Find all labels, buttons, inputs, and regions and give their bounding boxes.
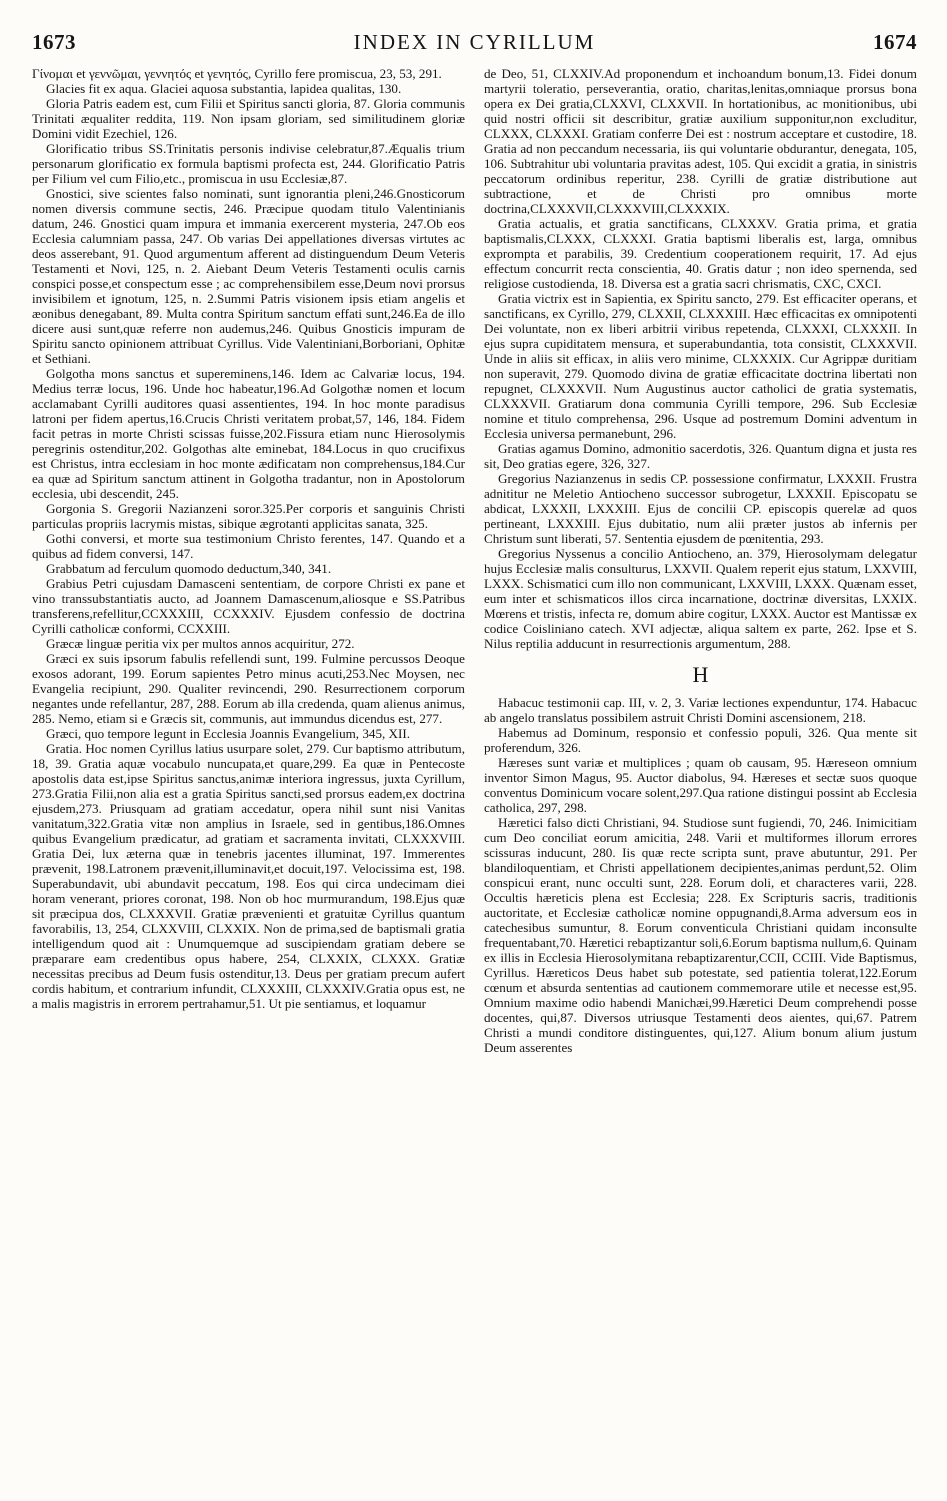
index-entry: Gratia victrix est in Sapientia, ex Spiritu sancto, 279. Est efficaciter operans, et sanctificans, ex Cyrillo, 279, CLXXII, CLXXXIII. Hæc efficacitas ex omnipotenti Dei voluntate, non ex liberi arbitrii viribus repetenda, CLXXXI, CLXXXII. In ejus supra cupiditatem mensura, et superabundantia, tota consistit, CLXXXVII. Unde in aliis sit efficax, in aliis vero minime, CLXXXIX. Cur Agrippæ duritiam non superavit, 279. Quomodo divina de gratiæ efficacitate doctrina libertati non repugnet, CLXXXVII. Num Augustinus auctor catholici de gratia systematis, CLXXXVII. Gratiarum dona communia Cyrilli tempore, 296. Sub Ecclesiæ nomine et titulo comprehensa, 296. Usque ad postremum Domini adventum in Ecclesia universa permanebunt, 296.	[484, 291, 917, 441]
right-column-h-entries	[484, 695, 917, 1055]
left-column	[32, 66, 465, 1055]
page-number-right: 1674	[873, 30, 917, 54]
right-column-g-entries	[484, 66, 917, 651]
index-entry: Gregorius Nyssenus a concilio Antiocheno, an. 379, Hierosolymam delegatur hujus Ecclesiæ malis consulturus, LXXVII. Qualem reperit ejus statum, LXXVIII, LXXX. Schismatici cum illo non communicant, LXXVIII, LXXX. Quænam esset, eum inter et schismaticos illos circa incarnatione, doctrinæ diversitas, LXXIX. Mœrens et tristis, infecta re, domum abire cogitur, LXXX. Auctor est Mantissæ ex codice Coisliniano catech. XVI adjectæ, aliqua saltem ex parte, 262. Ipse et S. Nilus reptilia adducunt in resurrectionis argumentum, 288.	[484, 546, 917, 651]
right-column	[484, 66, 917, 1055]
index-entry: Gratias agamus Domino, admonitio sacerdotis, 326. Quantum digna et justa res sit, Deo gratias egere, 326, 327.	[484, 441, 917, 471]
index-entry: Gloria Patris eadem est, cum Filii et Spiritus sancti gloria, 87. Gloria communis Trinitati æqualiter redditа, 119. Non ipsam gloriam, sed similitudinem gloriæ Domini vidit Ezechiel, 126.	[32, 96, 465, 141]
index-entry: Gratia actualis, et gratia sanctificans, CLXXXV. Gratia prima, et gratia baptismalis,CLXXX, CLXXXI. Gratia baptismi liberalis est, larga, omnibus exprompta et parabilis, 39. Credentium cooperationem requirit, 17. Ad ejus effectum concurrit recta conscientia, 40. Gratis datur ; non ideo spernenda, sed religiose custodienda, 18. Diversa est a gratia sacri chrismatis, CXC, CXCI.	[484, 216, 917, 291]
index-entry: Habacuc testimonii cap. III, v. 2, 3. Variæ lectiones expenduntur, 174. Habacuc ab angelo translatus possibilem astruit Christi Domini ascensionem, 218.	[484, 695, 917, 725]
index-entry: Grabbatum ad ferculum quomodo deductum,340, 341.	[46, 561, 332, 576]
index-entry: de Deo, 51, CLXXIV.Ad proponendum et inchoandum bonum,13. Fidei donum martyrii toleratio, perseverantia, oratio, charitas,lenitas,omniaque prorsus bona opera ex Dei gratia,CLXXVI, CLXXVII. In hortationibus, ac monitionibus, ubi quid nostri officii sit describitur, gratiæ auxilium supponitur,non excluditur, CLXXX, CLXXXI. Gratiam conferre Dei est : nostrum acceptare et custodire, 18. Gratia ad non peccandum necessaria, iis qui voluntarie obdurantur, denegata, 105, 106. Subtrahitur ubi voluntaria pravitas adest, 105. Qui excidit a gratia, in sinistris peccatorum ordinibus reperitur, 238. Cyrilli de gratiæ distributione aut subtractione, et de Christi pro omnibus morte doctrina,CLXXXVII,CLXXXVIII,CLXXXIX.	[484, 66, 917, 216]
index-entry: Habemus ad Dominum, responsio et confessio populi, 326. Qua mente sit proferendum, 326.	[484, 725, 917, 755]
index-entry: Gregorius Nazianzenus in sedis CP. possessione confirmatur, LXXXII. Frustra adnititur ne Meletio Antiocheno successor subrogetur, LXXXII. Episcopatu se abdicat, LXXXII, LXXXIII. Ejus de concilii CP. episcopis querelæ ad quos pertineant, LXXXIII. Ejus dubitatio, num alii præter justos ab infernis per Christum sunt liberati, 57. Sententia ejusdem de pœnitentia, 293.	[484, 471, 917, 546]
index-entry: Γίνομαι et γεννῶμαι, γεννητός et γενητός, Cyrillo fere promiscua, 23, 53, 291.	[32, 66, 442, 81]
index-entry: Gothi conversi, et morte sua testimonium Christo ferentes, 147. Quando et a quibus ad fidem conversi, 147.	[32, 531, 465, 561]
index-entry: Gnostici, sive scientes falso nominati, sunt ignorantia pleni,246.Gnosticorum nomen diversis commune sectis, 246. Præcipue quodam titulo Valentinianis datum, 246. Gnostici quam impura et immania exercerent mysteria, 247.Ob eos Ecclesia calumniam passa, 247. Ob varias Dei appellationes diversas virtutes ac deos asserebant, 91. Quod argumentum afferent ad distinguendum Deum Veteris Testamenti et Novi, 125, n. 2. Aiebant Deum Veteris Testamenti oculis carnis conspici posse,et conspectum esse ; ac comprehensibilem esse,Deum novi prorsus invisibilem et ignotum, 125, n. 2.Summi Patris visionem ipsis etiam angelis et æonibus denegabant, 89. Multa contra Spiritum sanctum effati sunt,246.Ea de illo dicere ausi sunt,quæ referre non audemus,246. Quibus Gnosticis impuram de Spiritu sancto opinionem attribuat Cyrillus. Vide Valentiniani,Borboriani, Ophitæ et Sethiani.	[32, 186, 465, 366]
index-entry: Hæretici falso dicti Christiani, 94. Studiose sunt fugiendi, 70, 246. Inimicitiam cum Deo conciliat eorum amicitia, 248. Varii et multiformes illorum errores scissuras inducunt, 280. Iis quæ recte scripta sunt, prave abutuntur, 291. Per blandiloquentiam, et Christi appellationem decipientes,animas perdunt,52. Olim conspicui erant, nunc occulti sunt, 228. Eorum doli, et characteres varii, 228. Occultis hæreticis plena est Ecclesia; 228. Ex Scripturis sacris, traditionis auctoritate, et Ecclesiæ catholicæ nomine oppugnandi,8.Arma adversum eos in catechesibus sumuntur, 8. Eorum conventicula Christiani quidam inconsulte frequentabant,70. Hæretici rebaptizantur soli,6.Eorum baptisma nullum,6. Quinam ex illis in Ecclesia Hierosolymitana rebaptizarentur,CCII, CCIII. Vide Baptismus, Cyrillus. Hæreticos Deus habet sub potestate, sed patientia tolerat,122.Eorum cœnum et absurda sententias ad cautionem commemorare utile et necesse est,95. Omnium maxime odio habendi Manichæi,99.Hæretici Deum comprehendi posse docentes, qui,87. Diversos utriusque Testamenti deos aientes, qui,67. Patrem Christi a mundi conditore distinguentes, qui,127. Alium bonum alium justum Deum asserentes	[484, 815, 917, 1055]
index-entry: Grabius Petri cujusdam Damasceni sententiam, de corpore Christi ex pane et vino transsubstantiatis aucto, ad Joannem Damascenum,aliosque e SS.Patribus transferens,refellitur,CCXXXIII, CCXXXIV. Ejusdem confessio de doctrina Cyrilli catholicæ conformi, CCXXIII.	[32, 576, 465, 636]
two-column-body	[32, 66, 917, 1055]
page-number-left: 1673	[32, 30, 76, 54]
index-entry: Hæreses sunt variæ et multiplices ; quam ob causam, 95. Hæreseon omnium inventor Simon Magus, 95. Auctor diabolus, 94. Hæreses et sectæ suos quoque conventus Dominicum vocare solent,297.Qua ratione distingui possint ab Ecclesia catholica, 297, 298.	[484, 755, 917, 815]
index-entry: Græci ex suis ipsorum fabulis refellendi sunt, 199. Fulmine percussos Deoque exosos adorant, 199. Eorum sapientes Petro minus acuti,253.Nec Moysen, nec Evangelia recipiunt, 290. Qualiter revincendi, 290. Resurrectionem corporum negantes unde refellantur, 287, 288. Eorum ab illa credenda, quam alienus animus, 285. Nemo, etiam si e Græcis sit, communis, aut immundus dicendus est, 277.	[32, 651, 465, 726]
index-entry: Græcæ linguæ peritia vix per multos annos acquiritur, 272.	[46, 636, 355, 651]
index-entry: Gorgonia S. Gregorii Nazianzeni soror.325.Per corporis et sanguinis Christi particulas propriis lacrymis mistas, sibique ægrotanti applicitas sanata, 325.	[32, 501, 465, 531]
page-header	[32, 30, 917, 66]
running-title: INDEX IN CYRILLUM	[353, 30, 596, 54]
index-entry: Gratia. Hoc nomen Cyrillus latius usurpare solet, 279. Cur baptismo attributum, 18, 39. Gratia aquæ vocabulo nuncupata,et quare,299. Ea quæ in Pentecoste apostolis data est,ipse Spiritus sanctus,animæ interiora ingressus, juxta Cyrillum, 273.Gratia Filii,non alia est a gratia Spiritus sancti,sed prorsus eadem,ex doctrina ejusdem,273. Priusquam ad gratiam accedatur, opera nihil sunt nisi Vanitas vanitatum,322.Gratia vitæ non amplius in Israele, sed in gentibus,186.Omnes quibus Evangelium prædicatur, ad gratiam et sacramenta invitati, CLXXXVIII. Gratia Dei, lux æterna quæ in tenebris jacentes illuminat, 197. Immerentes prævenit, 198.Latronem prævenit,illuminavit,et docuit,197. Velocissima est, 198. Superabundavit, ubi abundavit peccatum, 198. Eos qui circa undecimam diei horam venerant, priores coronat, 198. Non ob hoc murmurandum, 198.Ejus quæ sit præcipua dos, CLXXXVII. Gratiæ prævenienti et gratuitæ Cyrillus quantum favorabilis, 13, 254, CLXXVIII, CLXXIX. Non de prima,sed de baptismali gratia intelligendum quod ait : Unumquemque ad suscipiendam gratiam debere se præparare eam credentibus opus habere, 254, CLXXIX, CLXXX. Gratiæ necessitas precibus ad Deum fusis ostenditur,13. Deus per gratiam precum aufert cordis habitum, et contrarium infundit, CLXXXIII, CLXXXIV.Gratia opus est, ne a malis magistris in errorem pertrahamur,51. Ut pie sentiamus, et loquamur	[32, 741, 465, 1011]
index-entry: Glacies fit ex aqua. Glaciei aquosa substantia, lapidea qualitas, 130.	[46, 81, 402, 96]
section-letter-h: H	[692, 662, 709, 687]
index-entry: Glorificatio tribus SS.Trinitatis personis indivise celebratur,87.Æqualis trium personarum glorificatio ex formula baptismi profecta est, 244. Glorificatio Patris per Filium vel cum Filio,etc., promiscua in usu Ecclesiæ,87.	[32, 141, 465, 186]
index-entry: Græci, quo tempore legunt in Ecclesia Joannis Evangelium, 345, XII.	[46, 726, 410, 741]
index-entry: Golgotha mons sanctus et supereminens,146. Idem ac Calvariæ locus, 194. Medius terræ locus, 196. Unde hoc habeatur,196.Ad Golgothæ nomen et locum acclamabant Cyrilli auditores quasi assentientes, 194. In hoc monte paradisus latroni per fidem apertus,16.Crucis Christi veritatem probat,57, 146, 184. Fidem facit petras in morte Christi scissas fuisse,202.Fissura etiam nunc Hierosolymis peregrinis ostenditur,202. Golgothas alte eminebat, 184.Locus in quo crucifixus est Christus, intra ecclesiam in hoc monte ædificatam non comprehensus,184.Cur ea quæ ad Spiritum sanctum attinent in Golgotha tradantur, non in Apostolorum ecclesia, ubi descendit, 245.	[32, 366, 465, 501]
